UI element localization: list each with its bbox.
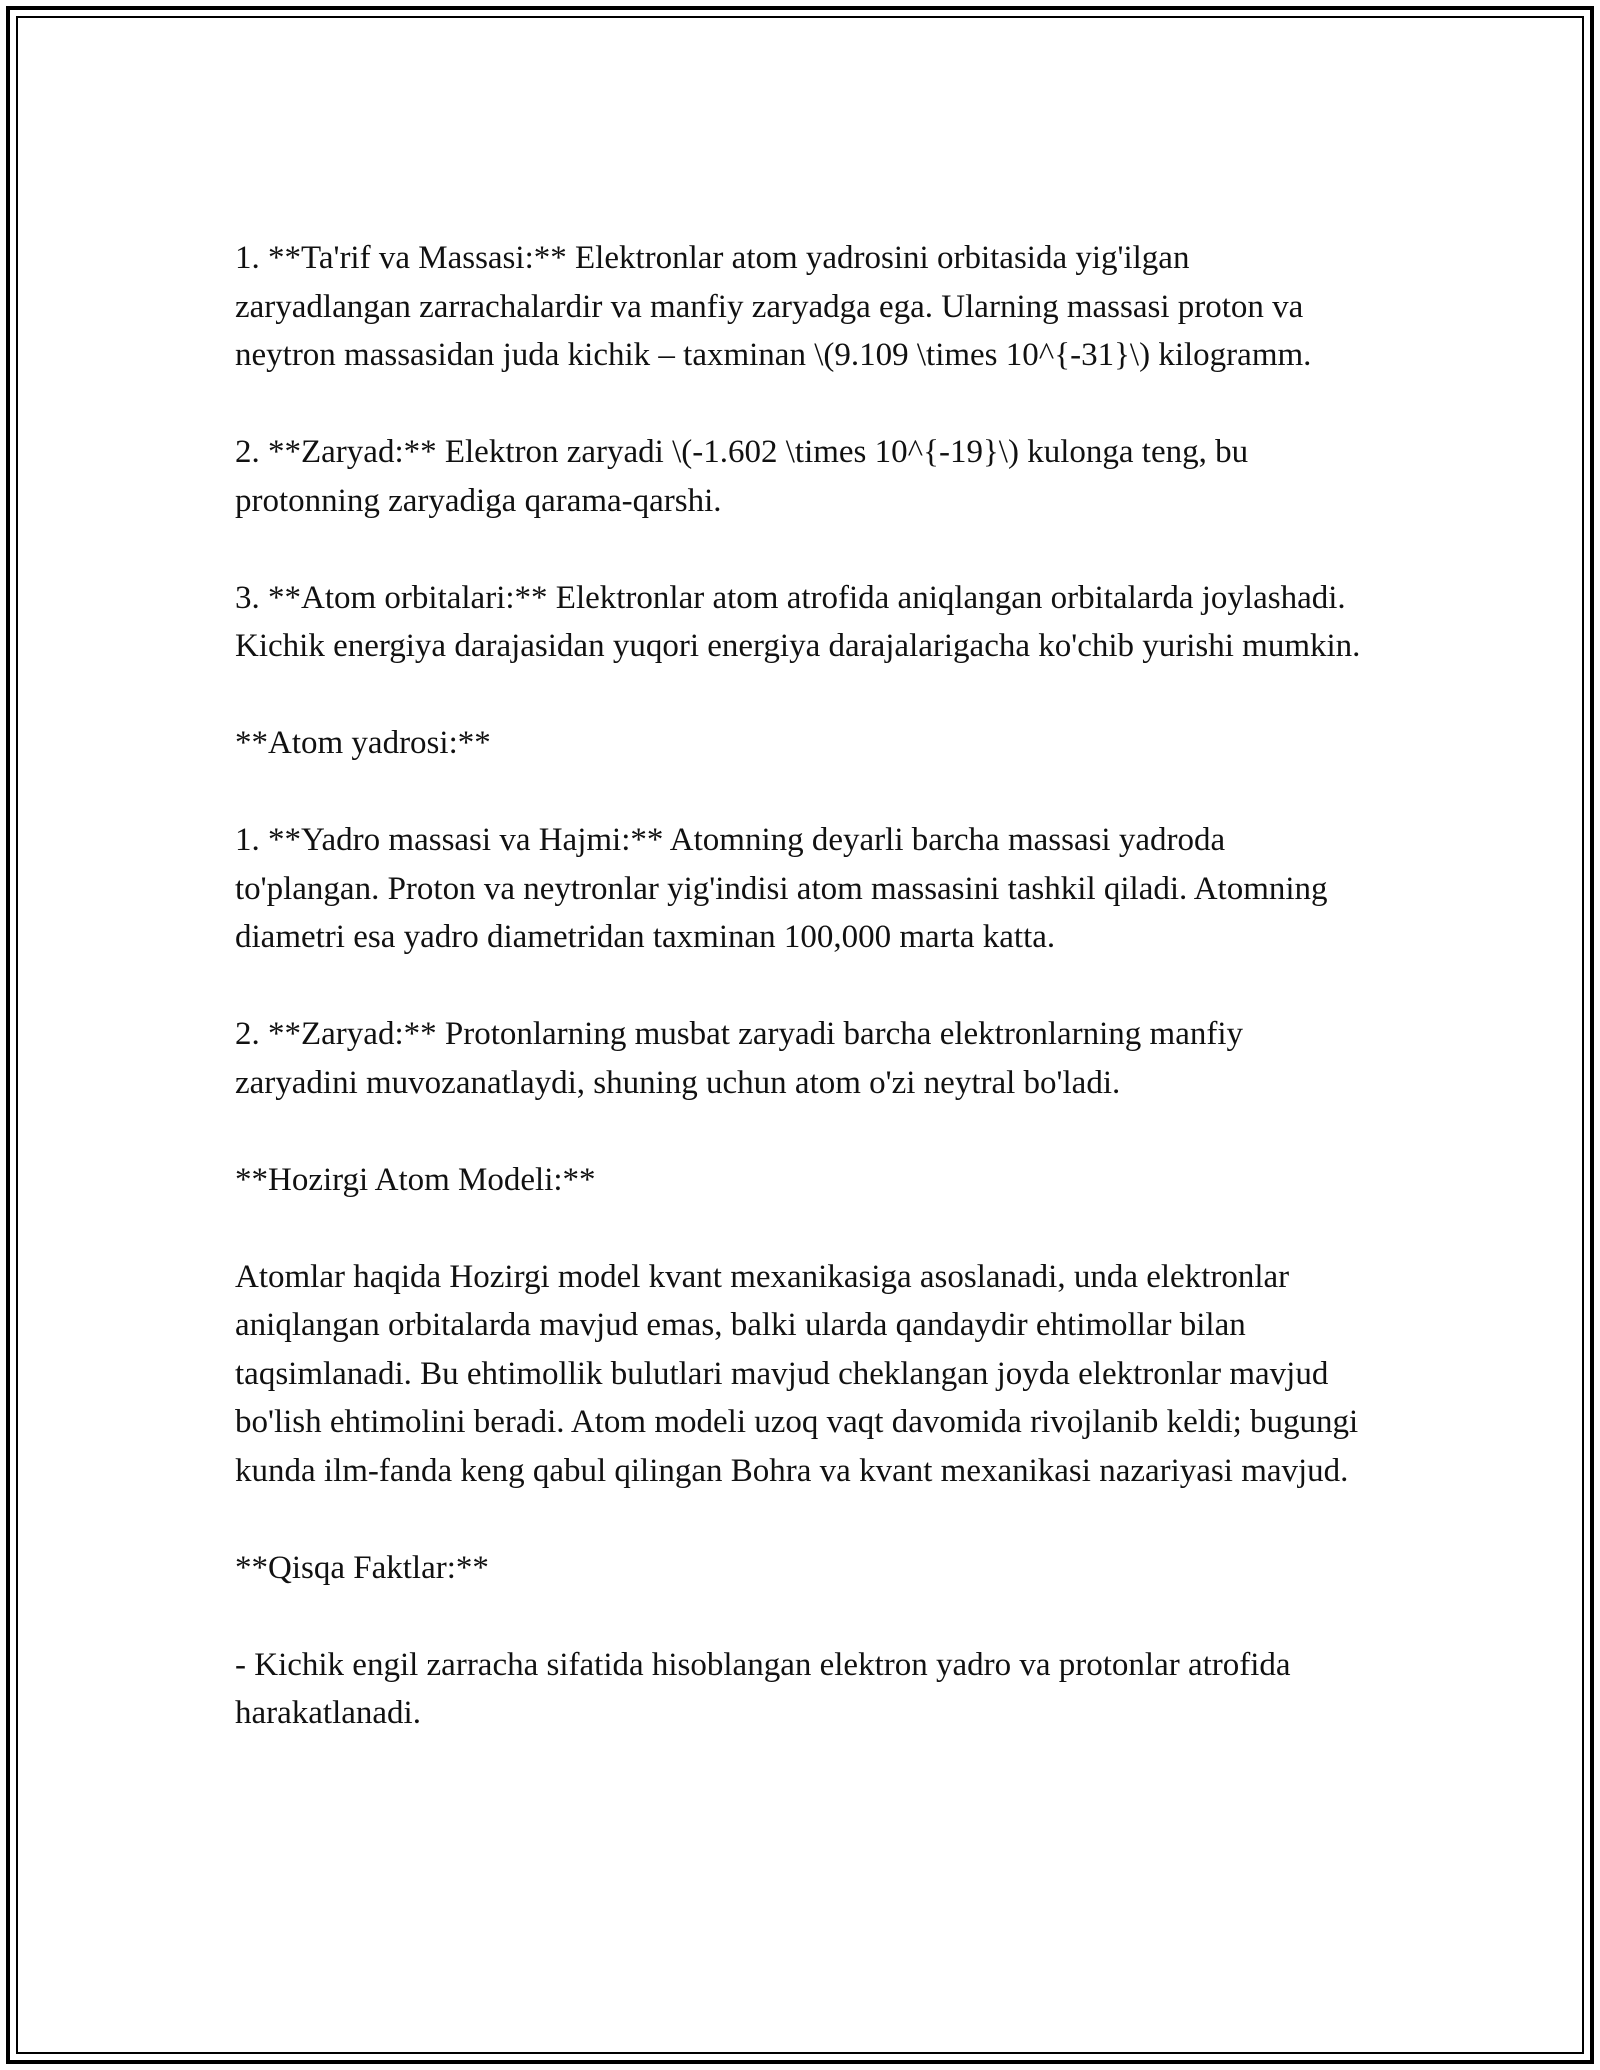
modern-model-paragraph: Atomlar haqida Hozirgi model kvant mexanikasiga asoslanadi, unda elektronlar aniqlangan orbitalarda mavjud emas, balki ularda qandaydir ehtimollar bilan taqsimlanadi. Bu ehtimollik bulutlari mavjud cheklangan joyda elektronlar mavjud bo'lish ehtimolini beradi. Atom modeli uzoq vaqt davomida rivojlanib keldi; bugungi kunda ilm-fanda keng qabul qilingan Bohra va kvant mexanikasi nazariyasi mavjud. (235, 1258, 1359, 1489)
nucleus-heading: **Atom yadrosi:** (235, 725, 491, 761)
document-body (235, 234, 1370, 1738)
modern-model-heading: **Hozirgi Atom Modeli:** (235, 1161, 596, 1198)
short-facts-item: - Kichik engil zarracha sifatida hisoblangan elektron yadro va protonlar atrofida harakatlanadi. (235, 1646, 1291, 1731)
electron-definition-paragraph: 1. **Ta'rif va Massasi:** Elektronlar atom yadrosini orbitasida yig'ilgan zaryadlangan zarrachalardir va manfiy zaryadga ega. Ularning massasi proton va neytron massasidan juda kichik – taxminan \(9.109 \times 10^{-31}\) kilogramm. (235, 240, 1312, 373)
electron-charge-paragraph: 2. **Zaryad:** Elektron zaryadi \(-1.602 \times 10^{-19}\) kulonga teng, bu protonning zaryadiga qarama-qarshi. (235, 434, 1249, 519)
atom-orbitals-paragraph: 3. **Atom orbitalari:** Elektronlar atom atrofida aniqlangan orbitalarda joylashadi. Kichik energiya darajasidan yuqori energiya darajalarigacha ko'chib yurishi mumkin. (235, 579, 1361, 664)
nucleus-mass-paragraph: 1. **Yadro massasi va Hajmi:** Atomning deyarli barcha massasi yadroda to'plangan. Proton va neytronlar yig'indisi atom massasini tashkil qiladi. Atomning diametri esa yadro diametridan taxminan 100,000 marta katta. (235, 822, 1328, 955)
nucleus-charge-paragraph: 2. **Zaryad:** Protonlarning musbat zaryadi barcha elektronlarning manfiy zaryadini muvozanatlaydi, shuning uchun atom o'zi neytral bo'ladi. (235, 1016, 1244, 1101)
short-facts-heading: **Qisqa Faktlar:** (235, 1549, 489, 1586)
